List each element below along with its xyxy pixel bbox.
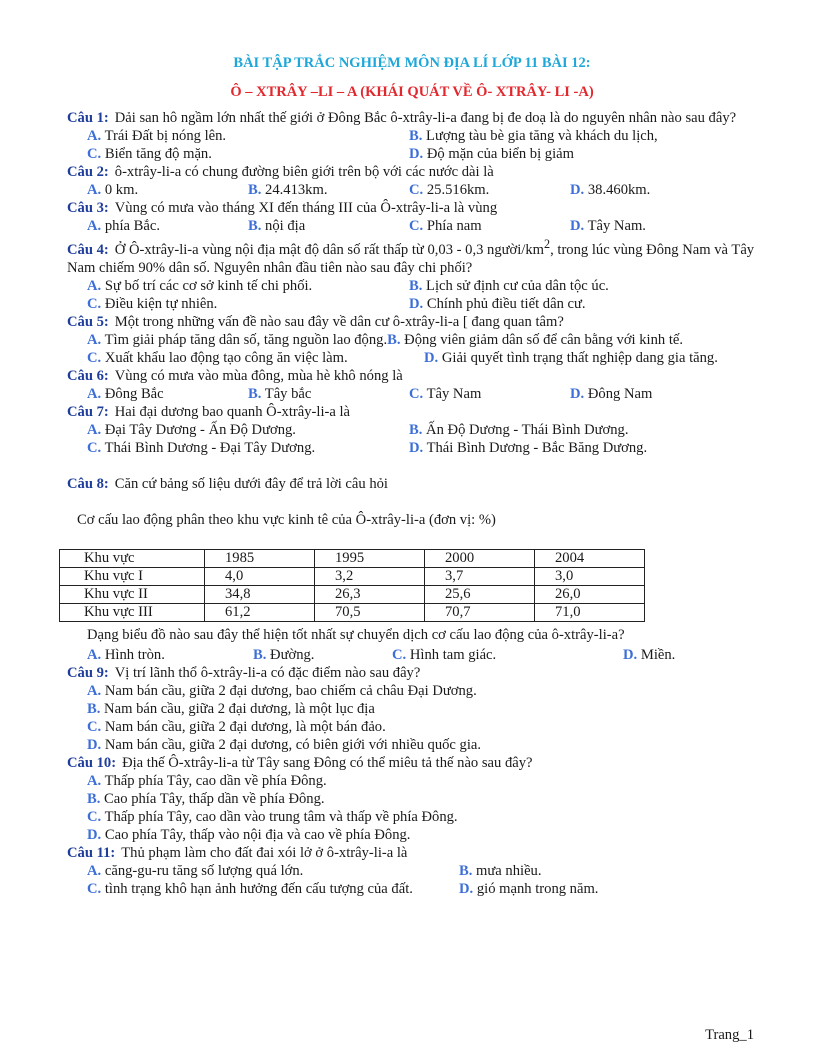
option-a: A. Hình tròn. xyxy=(87,646,165,663)
option-c: C. Phía nam xyxy=(409,218,482,234)
option-b: B. Cao phía Tây, thấp dần về phía Đông. xyxy=(87,790,325,807)
question-text: Vùng có mưa vào mùa đông, mùa hè khô nóng là xyxy=(114,367,403,384)
option-c: C. tình trạng khô hạn ảnh hưởng đến cấu tượng của đất. xyxy=(87,880,413,897)
option-d: D. Chính phủ điều tiết dân cư. xyxy=(409,295,586,312)
option-c: C. Xuất khẩu lao động tạo công ăn việc làm. xyxy=(87,349,348,366)
option-b: B. 24.413km. xyxy=(248,182,328,198)
option-c: C. Thấp phía Tây, cao dần vào trung tâm và thấp về phía Đông. xyxy=(87,808,458,825)
option-c: C. 25.516km. xyxy=(409,182,490,198)
option-d: D. Nam bán cầu, giữa 2 đại dương, có biên giới với nhiều quốc gia. xyxy=(87,736,482,753)
question-number: Câu 6: xyxy=(67,367,109,384)
question-number: Câu 1: xyxy=(67,110,109,126)
table-row xyxy=(60,603,645,621)
table-cell: 3,0 xyxy=(535,567,645,585)
question-text: Một trong những vấn đề nào sau đây về dân cư ô-xtrây-li-a [ đang quan tâm? xyxy=(114,313,564,330)
table-cell: Khu vực II xyxy=(60,585,205,603)
question-1 xyxy=(67,109,757,163)
table-cell: 25,6 xyxy=(425,585,535,603)
option-d: D. Độ mặn của biển bị giảm xyxy=(409,146,574,162)
table-cell: 3,2 xyxy=(315,567,425,585)
option-b: B. Tây bắc xyxy=(248,385,312,402)
question-7 xyxy=(67,403,757,457)
table-cell: 1985 xyxy=(205,549,315,567)
option-d: D. Cao phía Tây, thấp vào nội địa và cao về phía Đông. xyxy=(87,826,411,843)
option-a: A. 0 km. xyxy=(87,182,139,198)
option-b: B. Nam bán cầu, giữa 2 đại dương, là một lục địa xyxy=(87,700,375,717)
option-c: C. Biển tăng độ mặn. xyxy=(87,146,212,162)
table-cell: 70,5 xyxy=(315,603,425,621)
question-8 xyxy=(67,475,757,664)
page-number: Trang_1 xyxy=(705,1027,754,1043)
question-number: Câu 3: xyxy=(67,200,109,216)
options-ab: A. Tìm giải pháp tăng dân số, tăng nguồn lao động.B. Động viên giảm dân số để cân bằng với kinh tế. xyxy=(87,331,684,348)
option-b: B. Lịch sử định cư của dân tộc úc. xyxy=(409,277,609,294)
option-d: D. Tây Nam. xyxy=(570,218,646,234)
superscript: 2 xyxy=(544,237,551,251)
option-d: D. 38.460km. xyxy=(570,182,651,198)
question-number: Câu 10: xyxy=(67,754,117,771)
table-cell: 4,0 xyxy=(205,567,315,585)
question-text: Căn cứ bảng số liệu dưới đây để trả lời câu hỏi xyxy=(114,475,388,492)
option-b: B. Ấn Độ Dương - Thái Bình Dương. xyxy=(409,421,629,438)
option-b: B. Đường. xyxy=(253,646,315,663)
worksheet-page xyxy=(67,55,757,898)
table-cell: 61,2 xyxy=(205,603,315,621)
chart-question: Dạng biểu đồ nào sau đây thể hiện tốt nhất sự chuyển dịch cơ cấu lao động của ô-xtrây-li-a? xyxy=(87,626,625,643)
question-number: Câu 2: xyxy=(67,164,109,180)
table-cell: 71,0 xyxy=(535,603,645,621)
option-c: C. Tây Nam xyxy=(409,385,482,402)
option-d: D. Giải quyết tình trạng thất nghiệp dang gia tăng. xyxy=(424,349,718,366)
table-cell: Khu vực III xyxy=(60,603,205,621)
question-number: Câu 9: xyxy=(67,664,109,681)
table-cell: 70,7 xyxy=(425,603,535,621)
question-number: Câu 5: xyxy=(67,313,109,330)
option-a: A. Đông Bắc xyxy=(87,385,164,402)
labor-structure-table xyxy=(59,549,645,622)
option-d: D. gió mạnh trong năm. xyxy=(459,880,599,897)
question-number: Câu 8: xyxy=(67,475,109,492)
option-c: C. Nam bán cầu, giữa 2 đại dương, là một bán đảo. xyxy=(87,718,386,735)
question-text: Ở Ô-xtrây-li-a vùng nội địa mật độ dân số rất thấp từ 0,03 - 0,3 người/km xyxy=(114,241,545,258)
question-4 xyxy=(67,235,757,313)
table-row xyxy=(60,585,645,603)
question-text: Vùng có mưa vào tháng XI đến tháng III của Ô-xtrây-li-a là vùng xyxy=(114,200,498,216)
option-c: C. Điều kiện tự nhiên. xyxy=(87,295,218,312)
question-text: Dải san hô ngầm lớn nhất thế giới ở Đông Bắc ô-xtrây-li-a đang bị đe doạ là do nguyên nhân nào sau đây? xyxy=(114,110,737,126)
option-b: B. Lượng tàu bè gia tăng và khách du lịch, xyxy=(409,128,658,144)
table-cell: 26,3 xyxy=(315,585,425,603)
option-a: A. Trái Đất bị nóng lên. xyxy=(87,128,227,144)
question-text: Thủ phạm làm cho đất đai xói lở ở ô-xtrây-li-a là xyxy=(121,844,408,861)
table-cell: Khu vực xyxy=(60,549,205,567)
option-a: A. Nam bán cầu, giữa 2 đại dương, bao chiếm cả châu Đại Dương. xyxy=(87,682,477,699)
option-a: A. Thấp phía Tây, cao dần về phía Đông. xyxy=(87,772,327,789)
option-d: D. Đông Nam xyxy=(570,385,653,402)
question-number: Câu 11: xyxy=(67,844,116,861)
table-cell: 26,0 xyxy=(535,585,645,603)
option-b: B. mưa nhiều. xyxy=(459,862,542,879)
table-cell: 3,7 xyxy=(425,567,535,585)
option-c: C. Hình tam giác. xyxy=(392,646,497,663)
question-11 xyxy=(67,844,757,898)
worksheet-title: BÀI TẬP TRẮC NGHIỆM MÔN ĐỊA LÍ LỚP 11 BÀI 12: xyxy=(233,55,591,71)
question-number: Câu 7: xyxy=(67,403,109,420)
option-a: A. căng-gu-ru tăng số lượng quá lớn. xyxy=(87,862,304,879)
question-number: Câu 4: xyxy=(67,241,109,258)
table-caption: Cơ cấu lao động phân theo khu vực kinh tê của Ô-xtrây-li-a (đơn vị: %) xyxy=(77,511,496,528)
table-header-row xyxy=(60,549,645,567)
question-10 xyxy=(67,754,757,844)
table-cell: 2004 xyxy=(535,549,645,567)
table-cell: Khu vực I xyxy=(60,567,205,585)
option-d: D. Miền. xyxy=(623,646,676,663)
question-5 xyxy=(67,313,757,367)
worksheet-subtitle: Ô – XTRÂY –LI – A (KHÁI QUÁT VỀ Ô- XTRÂY- LI -A) xyxy=(230,84,594,100)
table-cell: 2000 xyxy=(425,549,535,567)
table-cell: 34,8 xyxy=(205,585,315,603)
option-a: A. Sự bố trí các cơ sở kinh tế chi phối. xyxy=(87,277,313,294)
question-3 xyxy=(67,199,757,235)
option-d: D. Thái Bình Dương - Bắc Băng Dương. xyxy=(409,439,648,456)
question-text: Vị trí lãnh thổ ô-xtrây-li-a có đặc điểm nào sau đây? xyxy=(114,664,421,681)
option-b: B. nội địa xyxy=(248,218,306,234)
option-a: A. Đại Tây Dương - Ấn Độ Dương. xyxy=(87,421,296,438)
question-text: ô-xtrây-li-a có chung đường biên giới trên bộ với các nước dài là xyxy=(114,164,494,180)
option-c: C. Thái Bình Dương - Đại Tây Dương. xyxy=(87,439,316,456)
question-text: Địa thế Ô-xtrây-li-a từ Tây sang Đông có thể miêu tả thế nào sau đây? xyxy=(122,754,533,771)
question-text: Hai đại dương bao quanh Ô-xtrây-li-a là xyxy=(114,403,351,420)
question-text-cont: , trong lúc vùng Đông Nam và Tây Nam chiếm 90% dân số. Nguyên nhân đầu tiên nào sau đây chi phối? xyxy=(67,241,755,276)
table-cell: 1995 xyxy=(315,549,425,567)
question-6 xyxy=(67,367,757,403)
question-9 xyxy=(67,664,757,754)
option-a: A. phía Bắc. xyxy=(87,218,160,234)
question-2 xyxy=(67,163,757,199)
table-row xyxy=(60,567,645,585)
